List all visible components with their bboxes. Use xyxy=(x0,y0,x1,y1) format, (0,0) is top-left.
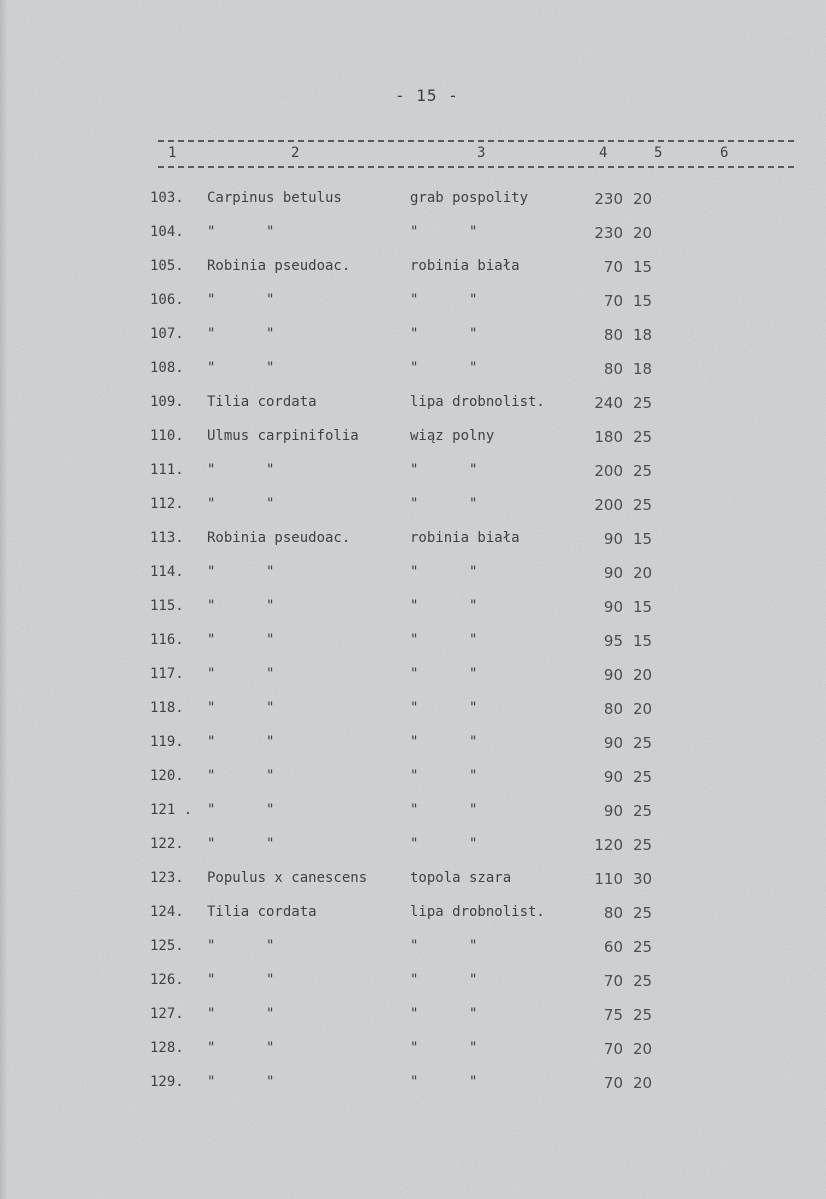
row-number: 129. xyxy=(150,1074,184,1090)
latin-name: " " xyxy=(207,700,275,716)
column-5-value: 15 xyxy=(632,258,653,276)
row-number: 111. xyxy=(150,462,184,478)
column-4-value: 90 xyxy=(603,666,623,684)
latin-name: " " xyxy=(207,802,275,818)
column-5-value: 25 xyxy=(632,1006,653,1024)
table-row xyxy=(0,354,826,388)
latin-name: " " xyxy=(207,666,275,682)
row-number: 125. xyxy=(150,938,184,954)
table-row xyxy=(0,1000,826,1034)
polish-name: lipa drobnolist. xyxy=(410,394,545,410)
latin-name: " " xyxy=(207,598,275,614)
table-row xyxy=(0,286,826,320)
column-header-5: 5 xyxy=(654,145,663,161)
row-number: 108. xyxy=(150,360,184,376)
column-4-value: 180 xyxy=(594,428,623,446)
table-row xyxy=(0,1068,826,1102)
row-number: 107. xyxy=(150,326,184,342)
table-row xyxy=(0,456,826,490)
column-4-value: 90 xyxy=(603,530,623,548)
column-5-value: 25 xyxy=(632,768,653,786)
latin-name: Tilia cordata xyxy=(207,904,317,920)
polish-name: " " xyxy=(410,972,478,988)
column-4-value: 70 xyxy=(603,292,623,310)
column-4-value: 95 xyxy=(603,632,623,650)
table-row xyxy=(0,660,826,694)
column-4-value: 200 xyxy=(594,462,623,480)
column-4-value: 90 xyxy=(603,564,623,582)
latin-name: " " xyxy=(207,462,275,478)
row-number: 110. xyxy=(150,428,184,444)
row-number: 118. xyxy=(150,700,184,716)
latin-name: " " xyxy=(207,836,275,852)
row-number: 112. xyxy=(150,496,184,512)
row-number: 113. xyxy=(150,530,184,546)
table-row xyxy=(0,966,826,1000)
latin-name: Populus x canescens xyxy=(207,870,368,886)
table-row xyxy=(0,320,826,354)
polish-name: " " xyxy=(410,1074,478,1090)
column-4-value: 80 xyxy=(603,326,623,344)
row-number: 104. xyxy=(150,224,184,240)
column-5-value: 25 xyxy=(632,938,653,956)
row-number: 114. xyxy=(150,564,184,580)
column-4-value: 80 xyxy=(603,360,623,378)
table-row xyxy=(0,184,826,218)
column-5-value: 25 xyxy=(632,496,653,514)
polish-name: " " xyxy=(410,700,478,716)
latin-name: Robinia pseudoac. xyxy=(207,258,351,274)
polish-name: " " xyxy=(410,496,478,512)
table-row xyxy=(0,422,826,456)
polish-name: " " xyxy=(410,598,478,614)
column-5-value: 25 xyxy=(632,802,653,820)
table-top-rule xyxy=(158,140,794,142)
column-5-value: 20 xyxy=(632,1074,653,1092)
column-4-value: 70 xyxy=(603,1074,623,1092)
latin-name: " " xyxy=(207,734,275,750)
latin-name: " " xyxy=(207,224,275,240)
table-row xyxy=(0,252,826,286)
column-4-value: 90 xyxy=(603,598,623,616)
row-number: 105. xyxy=(150,258,184,274)
table-row xyxy=(0,932,826,966)
table-row xyxy=(0,864,826,898)
column-4-value: 240 xyxy=(594,394,623,412)
polish-name: " " xyxy=(410,802,478,818)
column-5-value: 20 xyxy=(632,190,653,208)
polish-name: wiąz polny xyxy=(410,428,495,444)
polish-name: " " xyxy=(410,1040,478,1056)
polish-name: " " xyxy=(410,938,478,954)
polish-name: " " xyxy=(410,666,478,682)
latin-name: " " xyxy=(207,1040,275,1056)
column-header-6: 6 xyxy=(720,145,729,161)
latin-name: " " xyxy=(207,938,275,954)
column-4-value: 230 xyxy=(594,224,623,242)
column-5-value: 15 xyxy=(632,632,653,650)
table-row xyxy=(0,830,826,864)
latin-name: Robinia pseudoac. xyxy=(207,530,351,546)
polish-name: " " xyxy=(410,836,478,852)
polish-name: " " xyxy=(410,734,478,750)
latin-name: " " xyxy=(207,326,275,342)
column-header-3: 3 xyxy=(477,145,486,161)
column-5-value: 25 xyxy=(632,734,653,752)
row-number: 126. xyxy=(150,972,184,988)
column-4-value: 200 xyxy=(594,496,623,514)
table-row xyxy=(0,626,826,660)
column-5-value: 18 xyxy=(632,326,653,344)
row-number: 117. xyxy=(150,666,184,682)
polish-name: " " xyxy=(410,564,478,580)
row-number: 122. xyxy=(150,836,184,852)
polish-name: " " xyxy=(410,1006,478,1022)
table-row xyxy=(0,728,826,762)
polish-name: " " xyxy=(410,326,478,342)
table-row xyxy=(0,592,826,626)
polish-name: " " xyxy=(410,224,478,240)
latin-name: " " xyxy=(207,564,275,580)
table-row xyxy=(0,218,826,252)
column-4-value: 230 xyxy=(594,190,623,208)
latin-name: " " xyxy=(207,1074,275,1090)
column-5-value: 25 xyxy=(632,394,653,412)
row-number: 115. xyxy=(150,598,184,614)
column-5-value: 18 xyxy=(632,360,653,378)
table-header-rule xyxy=(158,166,794,168)
column-4-value: 70 xyxy=(603,1040,623,1058)
column-5-value: 20 xyxy=(632,1040,653,1058)
column-4-value: 120 xyxy=(594,836,623,854)
row-number: 123. xyxy=(150,870,184,886)
latin-name: " " xyxy=(207,496,275,512)
row-number: 121 . xyxy=(150,802,193,818)
column-4-value: 80 xyxy=(603,700,623,718)
row-number: 119. xyxy=(150,734,184,750)
table-row xyxy=(0,490,826,524)
column-header-1: 1 xyxy=(168,145,177,161)
row-number: 120. xyxy=(150,768,184,784)
column-4-value: 90 xyxy=(603,768,623,786)
polish-name: " " xyxy=(410,768,478,784)
column-4-value: 110 xyxy=(594,870,623,888)
table-row xyxy=(0,524,826,558)
polish-name: lipa drobnolist. xyxy=(410,904,545,920)
latin-name: " " xyxy=(207,292,275,308)
row-number: 127. xyxy=(150,1006,184,1022)
polish-name: robinia biała xyxy=(410,530,520,546)
latin-name: Tilia cordata xyxy=(207,394,317,410)
row-number: 109. xyxy=(150,394,184,410)
polish-name: robinia biała xyxy=(410,258,520,274)
polish-name: " " xyxy=(410,292,478,308)
row-number: 128. xyxy=(150,1040,184,1056)
column-5-value: 15 xyxy=(632,530,653,548)
latin-name: " " xyxy=(207,632,275,648)
column-5-value: 20 xyxy=(632,224,653,242)
latin-name: " " xyxy=(207,1006,275,1022)
polish-name: " " xyxy=(410,360,478,376)
column-5-value: 25 xyxy=(632,428,653,446)
column-5-value: 15 xyxy=(632,598,653,616)
column-4-value: 90 xyxy=(603,802,623,820)
latin-name: " " xyxy=(207,972,275,988)
column-5-value: 25 xyxy=(632,836,653,854)
column-5-value: 15 xyxy=(632,292,653,310)
table-row xyxy=(0,1034,826,1068)
table-row xyxy=(0,388,826,422)
polish-name: " " xyxy=(410,632,478,648)
page-number: - 15 - xyxy=(395,86,459,105)
row-number: 116. xyxy=(150,632,184,648)
column-4-value: 75 xyxy=(603,1006,623,1024)
column-5-value: 20 xyxy=(632,564,653,582)
latin-name: Carpinus betulus xyxy=(207,190,342,206)
latin-name: " " xyxy=(207,360,275,376)
row-number: 103. xyxy=(150,190,184,206)
column-5-value: 20 xyxy=(632,700,653,718)
polish-name: " " xyxy=(410,462,478,478)
latin-name: Ulmus carpinifolia xyxy=(207,428,359,444)
column-header-2: 2 xyxy=(291,145,300,161)
row-number: 124. xyxy=(150,904,184,920)
column-4-value: 70 xyxy=(603,972,623,990)
table-row xyxy=(0,796,826,830)
polish-name: grab pospolity xyxy=(410,190,529,206)
latin-name: " " xyxy=(207,768,275,784)
row-number: 106. xyxy=(150,292,184,308)
table-row xyxy=(0,762,826,796)
table-row xyxy=(0,558,826,592)
column-5-value: 25 xyxy=(632,462,653,480)
column-4-value: 60 xyxy=(603,938,623,956)
column-4-value: 90 xyxy=(603,734,623,752)
column-5-value: 25 xyxy=(632,904,653,922)
column-4-value: 80 xyxy=(603,904,623,922)
column-5-value: 25 xyxy=(632,972,653,990)
polish-name: topola szara xyxy=(410,870,512,886)
table-row xyxy=(0,898,826,932)
column-header-4: 4 xyxy=(599,145,608,161)
column-5-value: 20 xyxy=(632,666,653,684)
table-row xyxy=(0,694,826,728)
column-4-value: 70 xyxy=(603,258,623,276)
column-5-value: 30 xyxy=(632,870,653,888)
